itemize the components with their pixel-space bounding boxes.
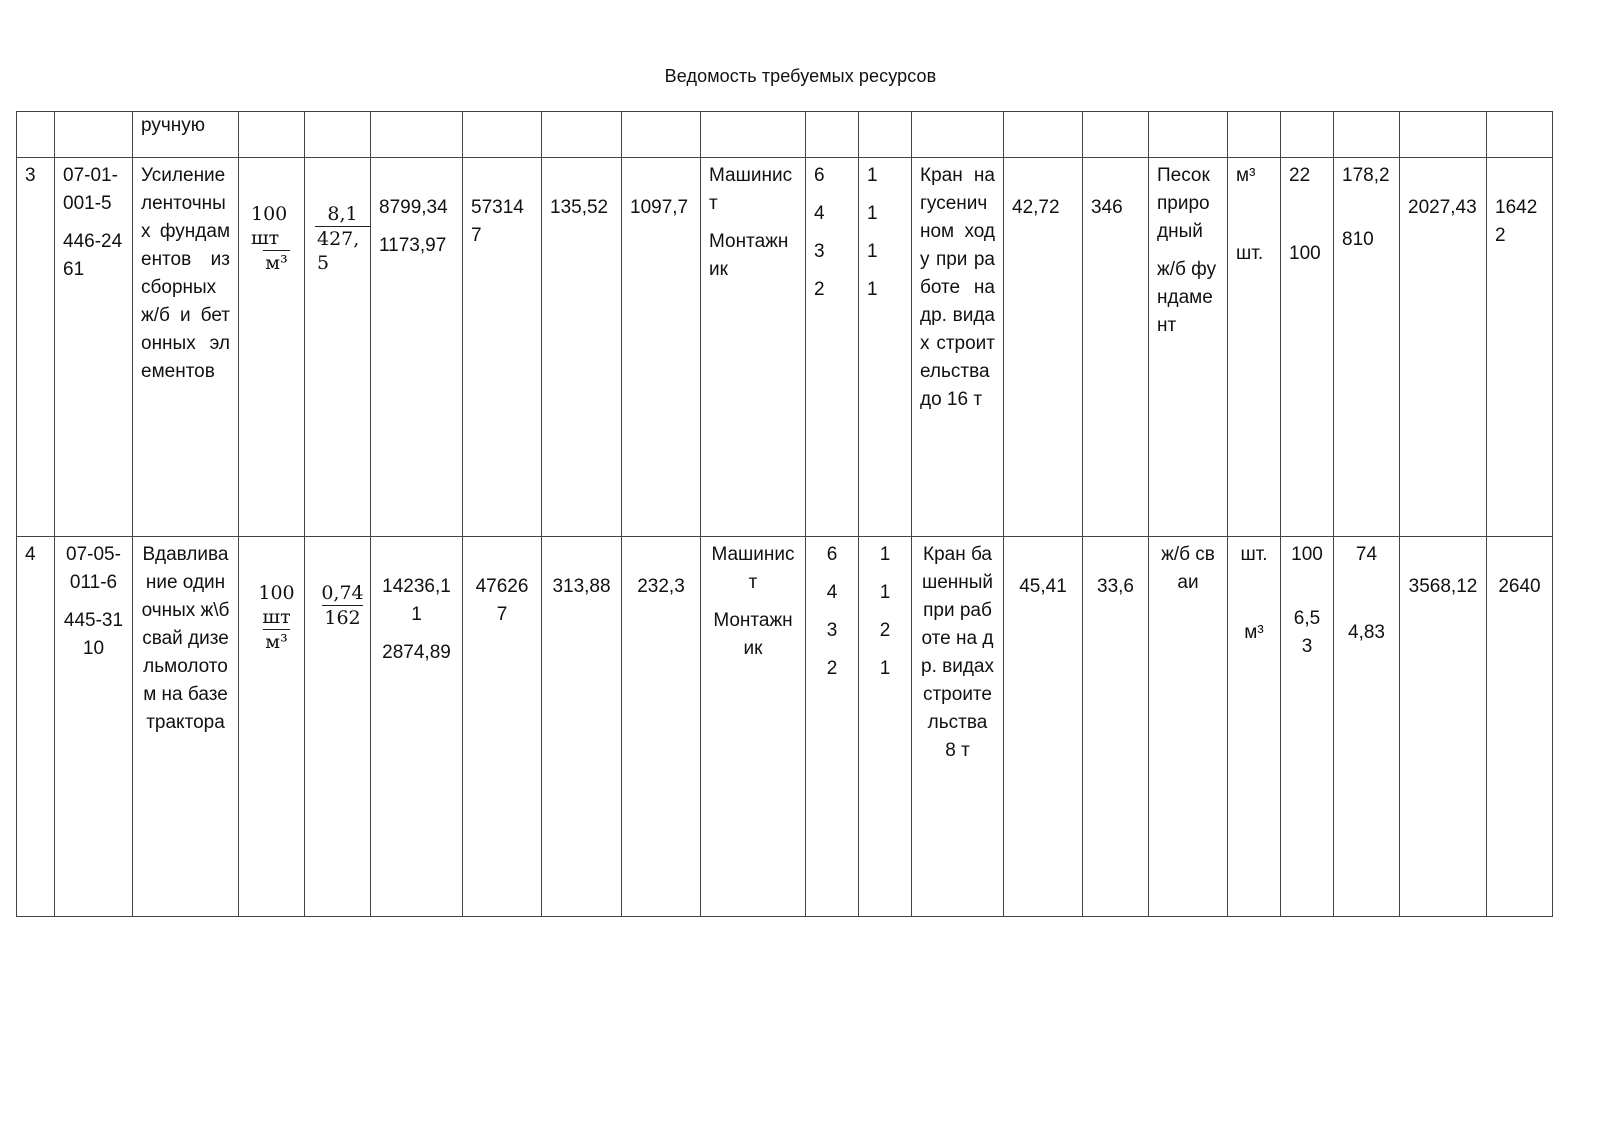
- cost-value: 14236,11: [382, 576, 451, 625]
- count-cell: [859, 537, 912, 917]
- material-norm-cell: [1281, 537, 1334, 917]
- grade-value: 3: [826, 620, 838, 641]
- material-qty: 4,83: [1348, 622, 1385, 643]
- grade-value: 4: [814, 203, 825, 224]
- count-value: 2: [879, 620, 891, 641]
- row-number: 3: [17, 158, 55, 537]
- count-value: 1: [867, 203, 878, 224]
- unit-cell: [239, 158, 305, 537]
- count-value: 1: [879, 582, 891, 603]
- volume-cell: [305, 537, 371, 917]
- norm-code: 07-05-011-6: [66, 544, 121, 593]
- machine-cost-cell: [1083, 537, 1149, 917]
- machine-cell: Кран на гусеничном ходу при работе на др. видах строительства до 16 т: [912, 158, 1004, 537]
- volume-cell: [305, 158, 371, 537]
- sum-value: 2640: [1498, 576, 1541, 597]
- unit-numerator: 100шт: [251, 203, 288, 249]
- count-value: 1: [879, 544, 891, 565]
- table-row: [17, 112, 1553, 158]
- machine-hours-cell: [1004, 537, 1083, 917]
- material-norm-cell: [1281, 158, 1334, 537]
- count-value: 1: [867, 279, 878, 300]
- machine-hours-cell: [1004, 158, 1083, 537]
- resource-table: [16, 111, 1553, 917]
- cost-value: 8799,34: [379, 197, 448, 218]
- description-cell: Усиление ленточных фундаментов из сборных ж/б и бетонных элементов: [133, 158, 239, 537]
- labor-cell: [542, 158, 622, 537]
- material-name: ж/б фундамент: [1157, 259, 1217, 336]
- cost-value: 1173,97: [379, 235, 447, 256]
- sum-cell: [1400, 537, 1487, 917]
- unit-denominator: м³: [265, 252, 288, 274]
- table-row: [17, 158, 1553, 537]
- material-cell: [1149, 537, 1228, 917]
- material-qty: 74: [1355, 544, 1378, 565]
- labor-value: 1097,7: [630, 197, 689, 218]
- volume-numerator: 8,1: [327, 203, 358, 225]
- sum-value: 2027,43: [1408, 197, 1477, 218]
- grade-value: 6: [814, 165, 825, 186]
- count-value: 1: [867, 241, 878, 262]
- material-qty: 178,2: [1342, 165, 1390, 186]
- code-cell: [55, 158, 133, 537]
- grade-value: 3: [814, 241, 825, 262]
- price-code: 445-3110: [63, 610, 124, 659]
- labor-cell: [622, 158, 701, 537]
- labor-cell: [622, 537, 701, 917]
- price-code: 446-2461: [63, 231, 123, 280]
- page-title: Ведомость требуемых ресурсов: [664, 66, 937, 86]
- worker-cell: [701, 158, 806, 537]
- material-norm: 100: [1289, 243, 1321, 264]
- material-norm: 22: [1289, 165, 1311, 186]
- count-value: 1: [879, 658, 891, 679]
- volume-denominator: 427,5: [315, 226, 370, 275]
- material-qty-cell: [1334, 158, 1400, 537]
- material-unit-cell: [1228, 158, 1281, 537]
- sum-cell: [1487, 158, 1553, 537]
- machine-cost-cell: [1083, 158, 1149, 537]
- total-value: 573147: [471, 197, 524, 246]
- grade-value: 2: [826, 658, 838, 679]
- machine-value: 33,6: [1097, 576, 1134, 597]
- count-cell: [859, 158, 912, 537]
- material-unit: м³: [1244, 622, 1264, 643]
- cost-cell: [371, 158, 463, 537]
- worker-profession: Машинист: [711, 544, 795, 593]
- worker-profession: Машинист: [709, 165, 793, 214]
- total-value: 476267: [475, 576, 529, 625]
- table-row: [17, 537, 1553, 917]
- grade-value: 6: [826, 544, 838, 565]
- description-cell: ручную: [133, 112, 239, 158]
- worker-cell: [701, 537, 806, 917]
- sum-cell: [1487, 537, 1553, 917]
- norm-code: 07-01-001-5: [63, 165, 118, 214]
- material-cell: [1149, 158, 1228, 537]
- count-value: 1: [867, 165, 878, 186]
- description-cell: Вдавливание одиночных ж\б свай дизельмолотом на базе трактора: [133, 537, 239, 917]
- sum-value: 3568,12: [1408, 576, 1478, 597]
- material-norm: 6,53: [1293, 608, 1321, 657]
- machine-cell: Кран башенный при работе на др. видах строительства 8 т: [912, 537, 1004, 917]
- material-unit-cell: [1228, 537, 1281, 917]
- material-qty-cell: [1334, 537, 1400, 917]
- labor-value: 313,88: [552, 576, 611, 597]
- material-qty: 810: [1342, 229, 1374, 250]
- unit-numerator: 100шт: [258, 582, 295, 628]
- grade-value: 2: [814, 279, 825, 300]
- grade-cell: [806, 158, 859, 537]
- labor-cell: [542, 537, 622, 917]
- worker-profession: Монтажник: [713, 610, 793, 659]
- code-cell: [55, 537, 133, 917]
- cost-cell: [371, 537, 463, 917]
- material-unit: шт.: [1236, 243, 1264, 264]
- volume-numerator: 0,74: [321, 582, 364, 604]
- unit-denominator: м³: [265, 631, 288, 653]
- cost-value: 2874,89: [382, 642, 451, 663]
- total-cell: [463, 537, 542, 917]
- unit-cell: [239, 537, 305, 917]
- machine-value: 45,41: [1019, 576, 1067, 597]
- total-cell: [463, 158, 542, 537]
- material-norm: 100: [1291, 544, 1323, 565]
- sum-cell: [1400, 158, 1487, 537]
- material-unit: м³: [1236, 165, 1256, 186]
- volume-denominator: 162: [324, 607, 361, 629]
- worker-profession: Монтажник: [709, 231, 789, 280]
- labor-value: 135,52: [550, 197, 609, 218]
- grade-cell: [806, 537, 859, 917]
- sum-value: 16422: [1495, 197, 1538, 246]
- material-name: ж/б сваи: [1161, 544, 1215, 593]
- grade-value: 4: [826, 582, 838, 603]
- machine-value: 42,72: [1012, 197, 1060, 218]
- material-name: Песок природный: [1157, 165, 1210, 242]
- machine-value: 346: [1091, 197, 1123, 218]
- row-number: 4: [17, 537, 55, 917]
- labor-value: 232,3: [637, 576, 685, 597]
- material-unit: шт.: [1240, 544, 1268, 565]
